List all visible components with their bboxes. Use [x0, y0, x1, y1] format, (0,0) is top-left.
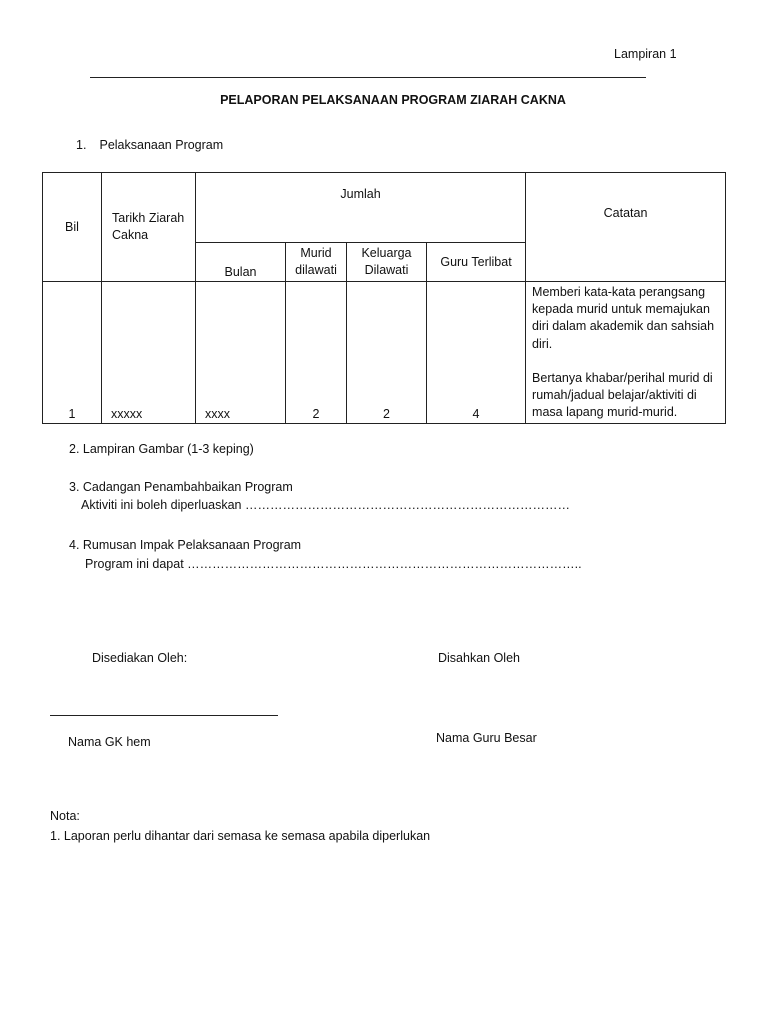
attachment-label: Lampiran 1	[614, 47, 677, 61]
prepared-by-label: Disediakan Oleh:	[92, 651, 188, 665]
section-3-heading: 3. Cadangan Penambahbaikan Program	[69, 480, 293, 494]
header-catatan: Catatan	[526, 173, 726, 282]
header-rule	[90, 77, 646, 78]
section-1-number: 1.	[76, 138, 87, 152]
note-heading: Nota:	[50, 809, 80, 823]
cell-catatan	[526, 282, 726, 424]
cell-keluarga: 2	[347, 282, 427, 424]
principal-name-label: Nama Guru Besar	[436, 731, 537, 745]
cell-tarikh: xxxxx	[102, 282, 196, 424]
header-bulan: Bulan	[196, 243, 286, 282]
note-item-1: 1. Laporan perlu dihantar dari semasa ke semasa apabila diperlukan	[50, 829, 431, 843]
cell-guru: 4	[427, 282, 526, 424]
header-guru: Guru Terlibat	[427, 243, 526, 282]
catatan-paragraph-1: Memberi kata-kata perangsang kepada murid untuk memajukan diri dalam akademik dan sahsiah diri.	[532, 285, 715, 351]
cell-murid: 2	[286, 282, 347, 424]
cell-bulan: xxxx	[196, 282, 286, 424]
header-jumlah: Jumlah	[196, 173, 526, 243]
header-keluarga: Keluarga Dilawati	[347, 243, 427, 282]
table-row	[43, 282, 726, 424]
header-bil: Bil	[43, 173, 102, 282]
section-4-fill-line: Program ini dapat …………………………………………………………………………………..	[85, 557, 582, 571]
section-4-heading: 4. Rumusan Impak Pelaksanaan Program	[69, 538, 302, 552]
gk-name-label: Nama GK hem	[68, 735, 151, 749]
section-3-fill-line: Aktiviti ini boleh diperluaskan ……………………………………………………………………	[81, 498, 570, 512]
approved-by-label: Disahkan Oleh	[438, 651, 520, 665]
section-1-label: Pelaksanaan Program	[99, 138, 224, 152]
header-murid: Murid dilawati	[286, 243, 347, 282]
section-1-heading	[76, 138, 223, 152]
header-tarikh: Tarikh Ziarah Cakna	[102, 173, 196, 282]
program-table	[42, 172, 726, 424]
signature-line	[50, 715, 278, 716]
catatan-paragraph-2: Bertanya khabar/perihal murid di rumah/jadual belajar/aktiviti di masa lapang murid-murid.	[532, 370, 713, 420]
section-2-heading: 2. Lampiran Gambar (1-3 keping)	[69, 442, 254, 456]
cell-bil: 1	[43, 282, 102, 424]
page-title: PELAPORAN PELAKSANAAN PROGRAM ZIARAH CAKNA	[220, 93, 566, 107]
